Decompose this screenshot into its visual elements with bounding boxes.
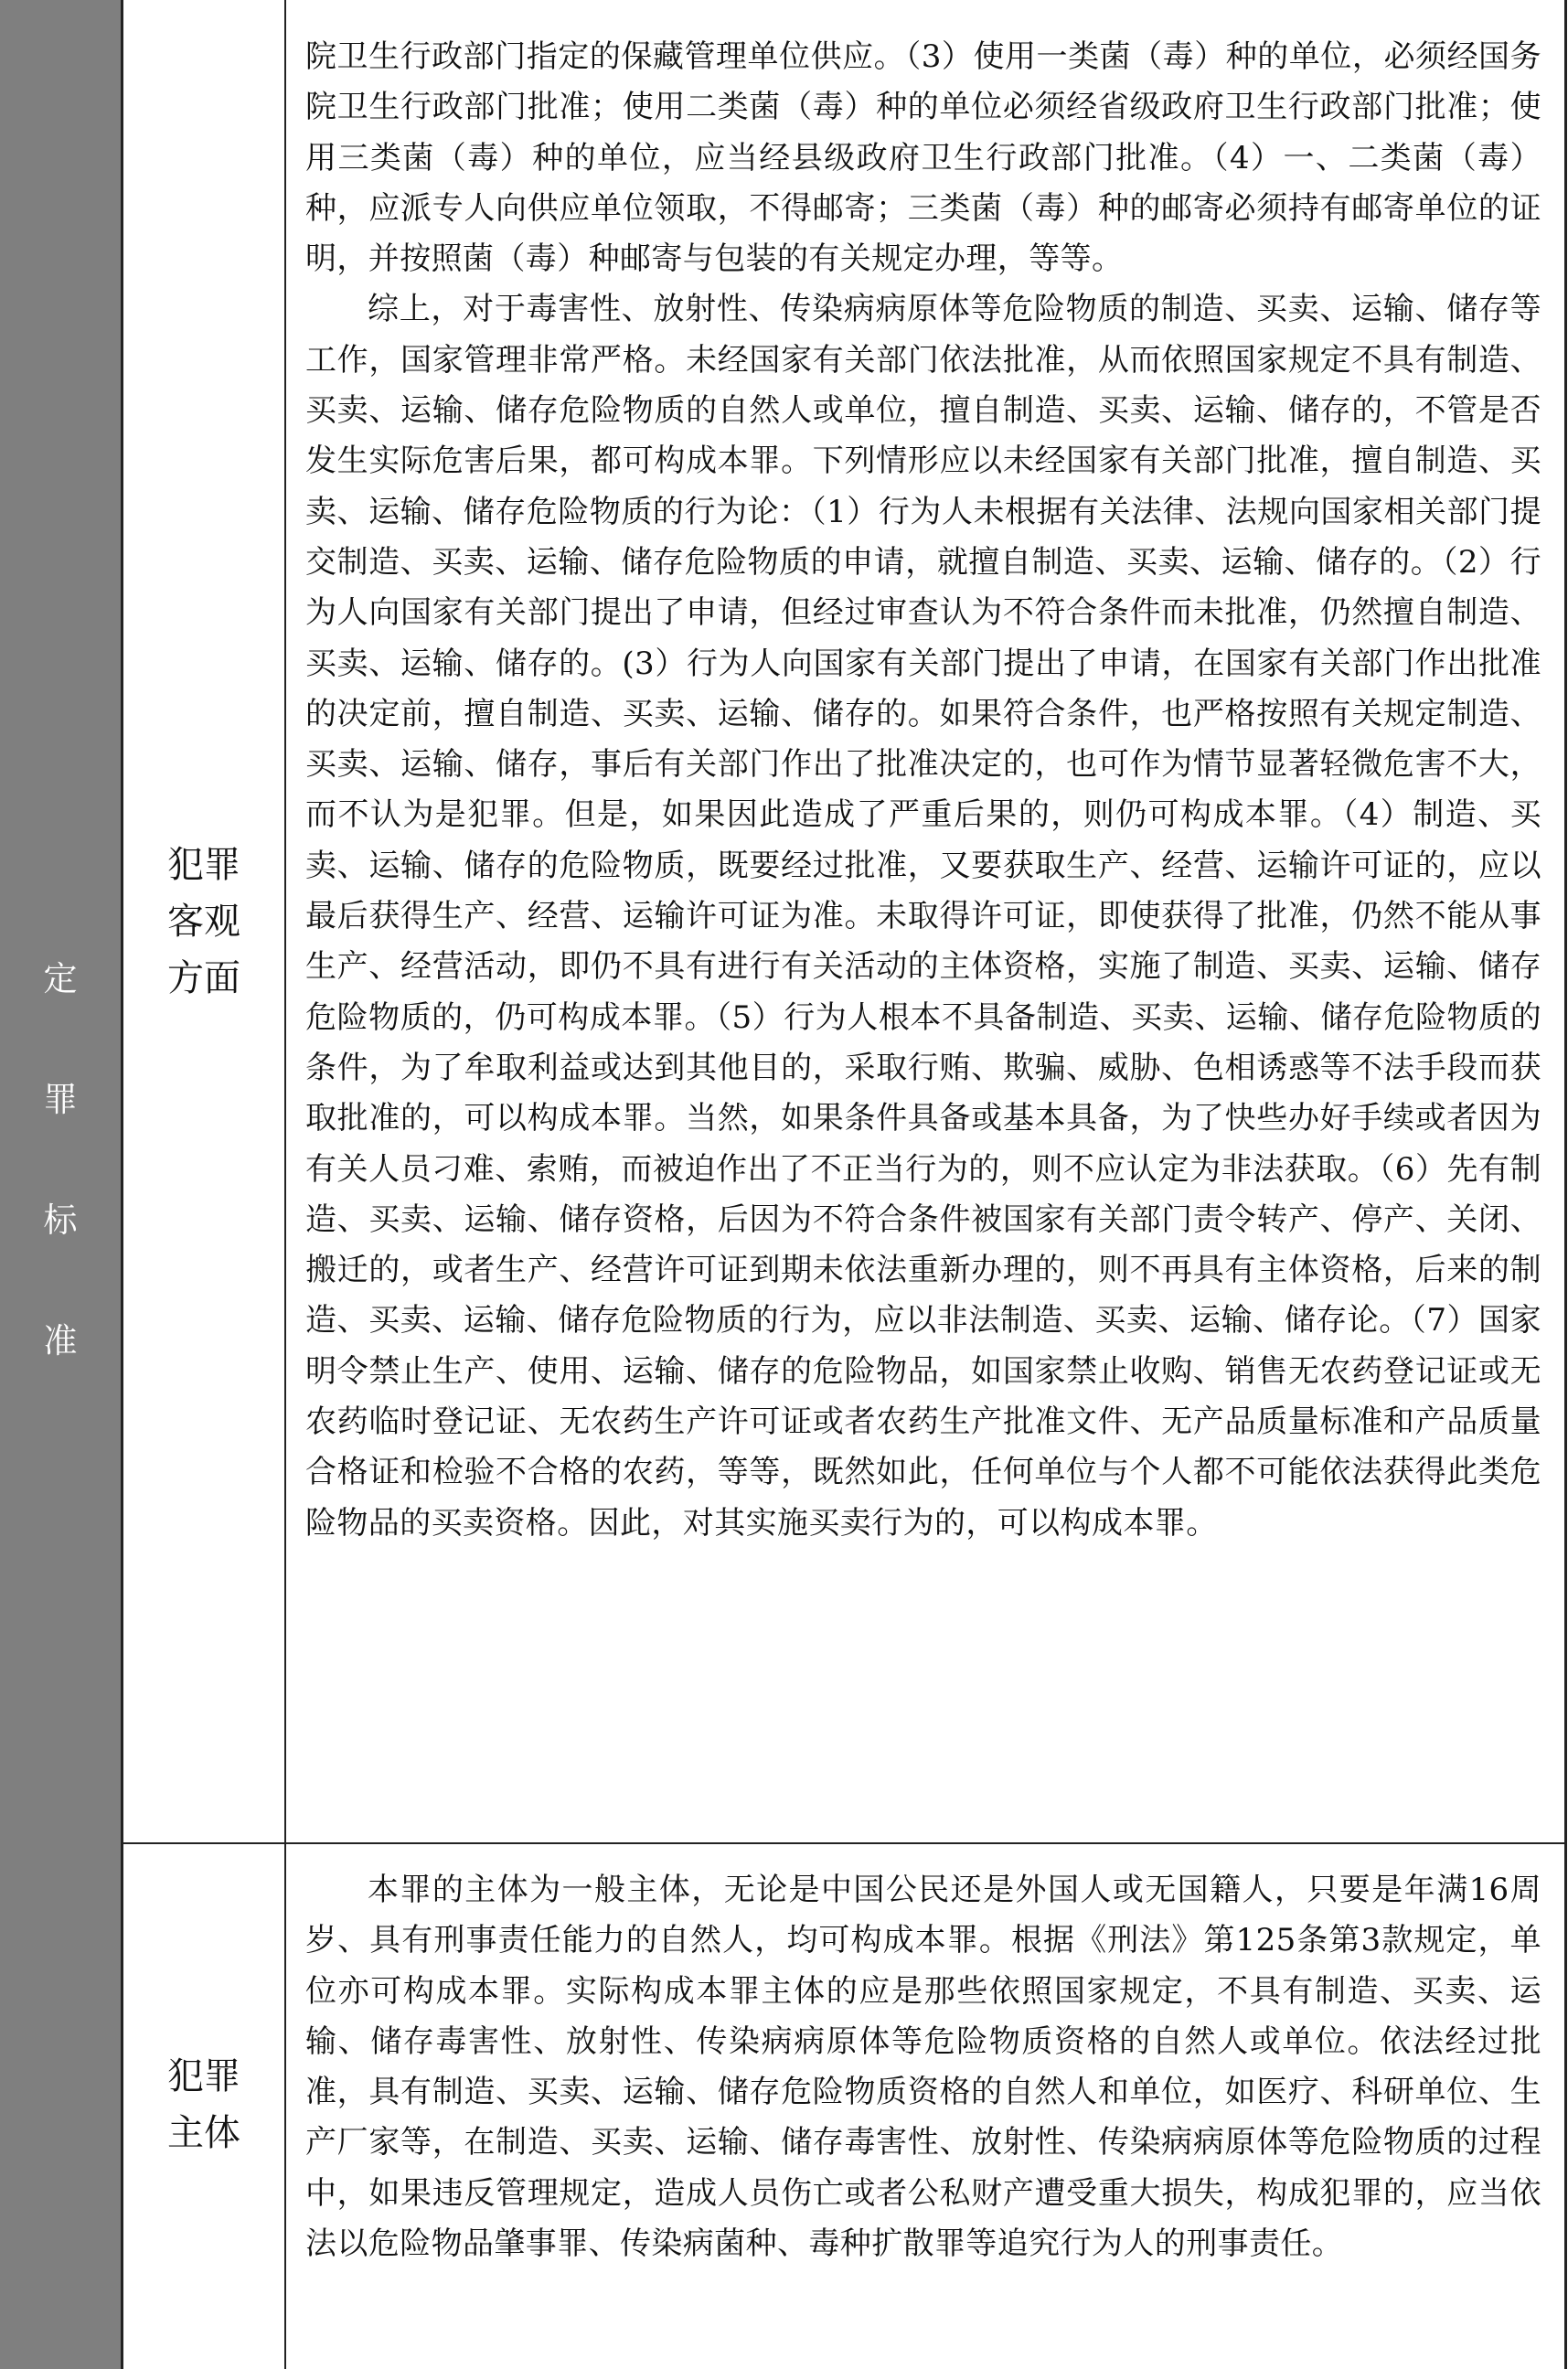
main-category-char-1: 定 [43,959,78,998]
row-label-line: 犯罪 [167,2055,240,2097]
table-row-divider [121,1842,1567,1844]
table-border-left [121,0,123,2369]
row-label-line: 客观 [167,901,240,943]
main-category-column [0,0,121,2369]
table-border-column-divider [284,0,286,2369]
row-label-subject [123,2048,285,2161]
row-label-line: 主体 [167,2112,240,2154]
row-content-subject [305,1865,1541,2269]
paragraph: 本罪的主体为一般主体，无论是中国公民还是外国人或无国籍人，只要是年满16周岁、具有刑事责任能力的自然人，均可构成本罪。根据《刑法》第125条第3款规定，单位亦可构成本罪。实际构成本罪主体的应是那些依照国家规定，不具有制造、买卖、运输、储存毒害性、放射性、传染病病原体等危险物质资格的自然人或单位。依法经过批准，具有制造、买卖、运输、储存危险物质资格的自然人和单位，如医疗、科研单位、生产厂家等，在制造、买卖、运输、储存毒害性、放射性、传染病病原体等危险物质的过程中，如果违反管理规定，造成人员伤亡或者公私财产遭受重大损失，构成犯罪的，应当依法以危险物品肇事罪、传染病菌种、毒种扩散罪等追究行为人的刑事责任。 [305,1872,1541,2263]
table-border-right [1564,0,1567,2369]
row-label-line: 犯罪 [167,844,240,886]
row-label-line: 方面 [167,957,240,999]
row-content-objective-aspect [305,32,1541,1549]
main-category-char-2: 罪 [43,1080,78,1119]
paragraph: 院卫生行政部门指定的保藏管理单位供应。（3）使用一类菌（毒）种的单位，必须经国务院卫生行政部门批准；使用二类菌（毒）种的单位必须经省级政府卫生行政部门批准；使用三类菌（毒）种的单位，应当经县级政府卫生行政部门批准。（4）一、二类菌（毒）种，应派专人向供应单位领取，不得邮寄；三类菌（毒）种的邮寄必须持有邮寄单位的证明，并按照菌（毒）种邮寄与包装的有关规定办理，等等。 [305,38,1541,278]
row-label-objective-aspect [123,837,285,1007]
main-category-char-4: 准 [43,1321,78,1361]
main-category-char-3: 标 [43,1201,78,1240]
paragraph: 综上，对于毒害性、放射性、传染病病原体等危险物质的制造、买卖、运输、储存等工作，国家管理非常严格。未经国家有关部门依法批准，从而依照国家规定不具有制造、买卖、运输、储存危险物质的自然人或单位，擅自制造、买卖、运输、储存的，不管是否发生实际危害后果，都可构成本罪。下列情形应以未经国家有关部门批准，擅自制造、买卖、运输、储存危险物质的行为论：（1）行为人未根据有关法律、法规向国家相关部门提交制造、买卖、运输、储存危险物质的申请，就擅自制造、买卖、运输、储存的。（2）行为人向国家有关部门提出了申请，但经过审查认为不符合条件而未批准，仍然擅自制造、买卖、运输、储存的。(3）行为人向国家有关部门提出了申请，在国家有关部门作出批准的决定前，擅自制造、买卖、运输、储存的。如果符合条件，也严格按照有关规定制造、买卖、运输、储存，事后有关部门作出了批准决定的，也可作为情节显著轻微危害不大，而不认为是犯罪。但是，如果因此造成了严重后果的，则仍可构成本罪。（4）制造、买卖、运输、储存的危险物质，既要经过批准，又要获取生产、经营、运输许可证的，应以最后获得生产、经营、运输许可证为准。未取得许可证，即使获得了批准，仍然不能从事生产、经营活动，即仍不具有进行有关活动的主体资格，实施了制造、买卖、运输、储存危险物质的，仍可构成本罪。（5）行为人根本不具备制造、买卖、运输、储存危险物质的条件，为了牟取利益或达到其他目的，采取行贿、欺骗、威胁、色相诱惑等不法手段而获取批准的，可以构成本罪。当然，如果条件具备或基本具备，为了快些办好手续或者因为有关人员刁难、索贿，而被迫作出了不正当行为的，则不应认定为非法获取。（6）先有制造、买卖、运输、储存资格，后因为不符合条件被国家有关部门责令转产、停产、关闭、搬迁的，或者生产、经营许可证到期未依法重新办理的，则不再具有主体资格，后来的制造、买卖、运输、储存危险物质的行为，应以非法制造、买卖、运输、储存论。（7）国家明令禁止生产、使用、运输、储存的危险物品，如国家禁止收购、销售无农药登记证或无农药临时登记证、无农药生产许可证或者农药生产批准文件、无产品质量标准和产品质量合格证和检验不合格的农药，等等，既然如此，任何单位与个人都不可能依法获得此类危险物品的买卖资格。因此，对其实施买卖行为的，可以构成本罪。 [305,291,1541,1542]
